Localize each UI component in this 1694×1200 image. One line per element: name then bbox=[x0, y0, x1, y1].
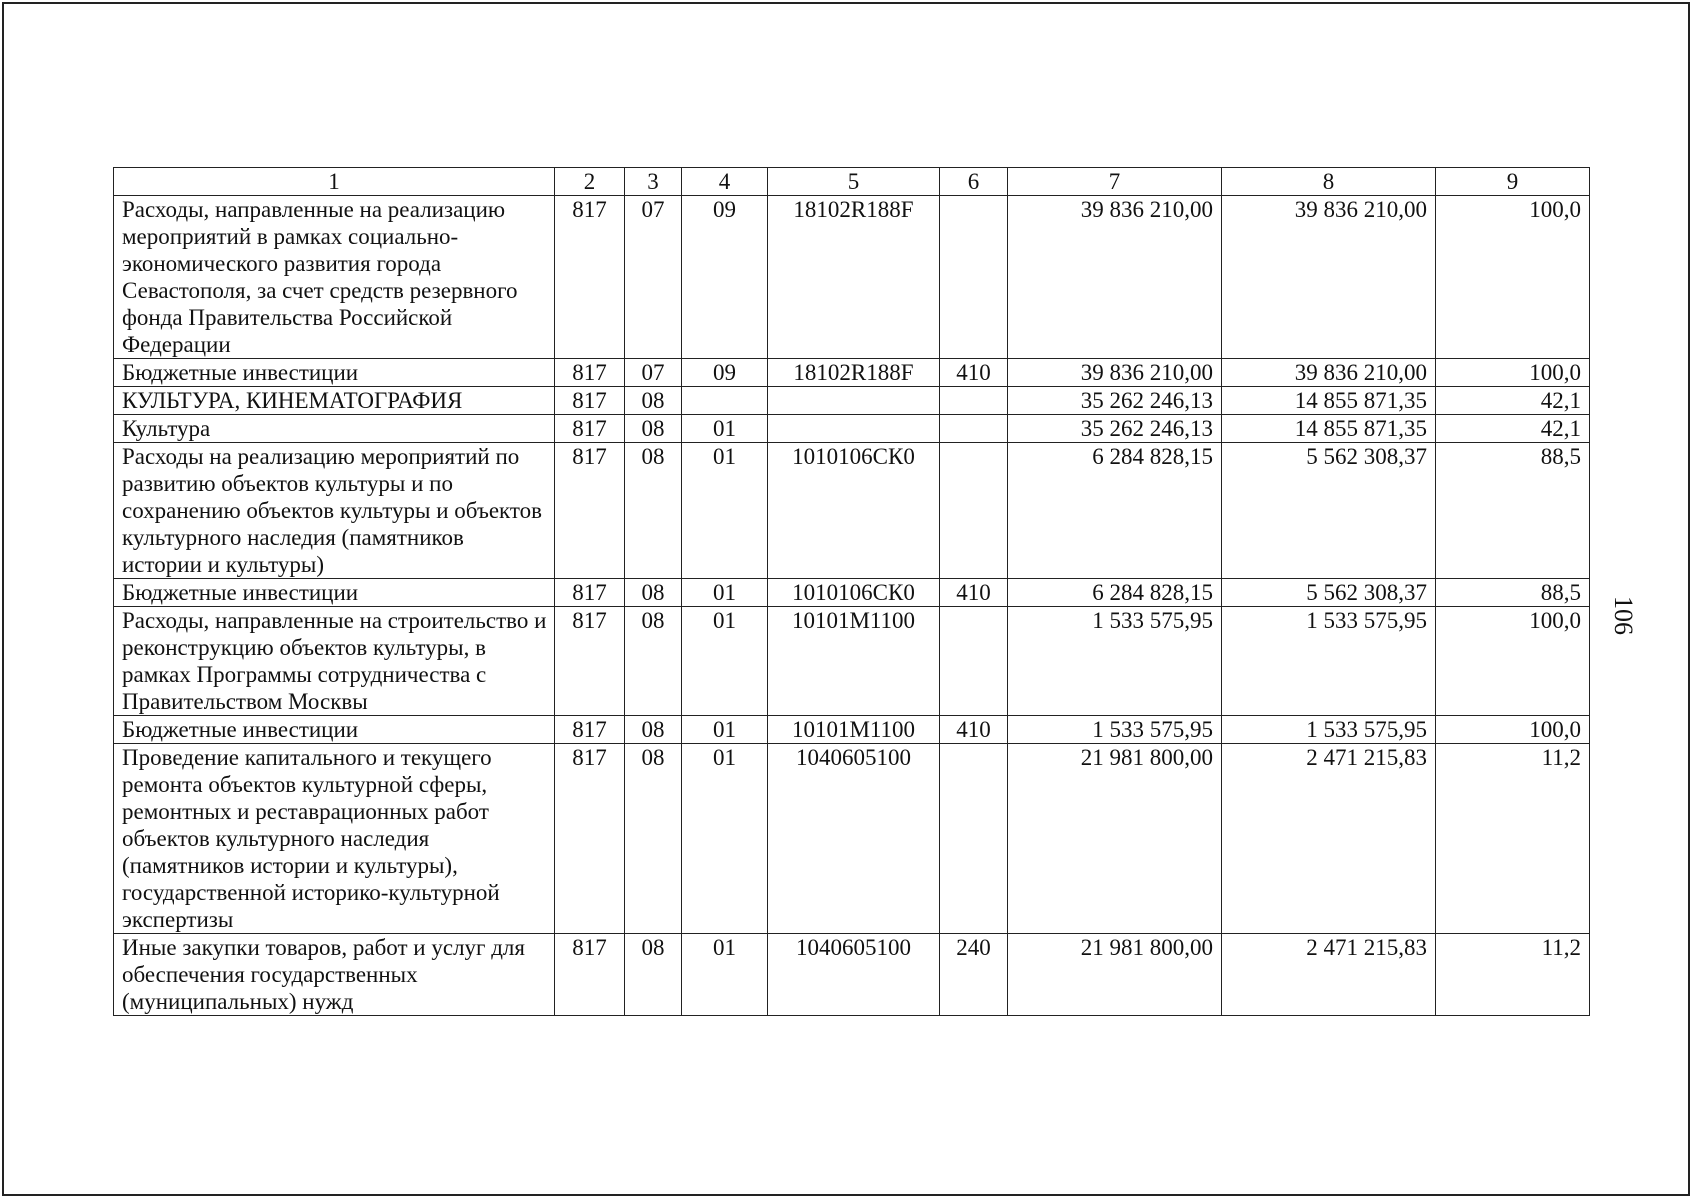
cell-ministry-code: 817 bbox=[555, 443, 625, 579]
column-number: 6 bbox=[940, 168, 1008, 196]
cell-section-code: 08 bbox=[625, 716, 682, 744]
cell-subsection-code bbox=[682, 387, 768, 415]
cell-executed-amount: 5 562 308,37 bbox=[1222, 443, 1436, 579]
cell-subsection-code: 01 bbox=[682, 934, 768, 1016]
cell-execution-percent: 11,2 bbox=[1436, 744, 1590, 934]
budget-table bbox=[113, 167, 1590, 1016]
table-row bbox=[114, 607, 1590, 716]
cell-target-article bbox=[768, 387, 940, 415]
cell-target-article: 1010106СК0 bbox=[768, 579, 940, 607]
cell-ministry-code: 817 bbox=[555, 415, 625, 443]
row-name: Расходы, направленные на строительство и реконструкцию объектов культуры, в рамках Программы сотрудничества с Правительством Москвы bbox=[114, 607, 555, 716]
cell-approved-amount: 21 981 800,00 bbox=[1008, 934, 1222, 1016]
cell-execution-percent: 88,5 bbox=[1436, 579, 1590, 607]
cell-approved-amount: 1 533 575,95 bbox=[1008, 716, 1222, 744]
cell-ministry-code: 817 bbox=[555, 579, 625, 607]
column-number: 5 bbox=[768, 168, 940, 196]
column-number: 2 bbox=[555, 168, 625, 196]
cell-target-article: 18102R188F bbox=[768, 196, 940, 359]
cell-executed-amount: 1 533 575,95 bbox=[1222, 716, 1436, 744]
cell-ministry-code: 817 bbox=[555, 744, 625, 934]
table-row bbox=[114, 579, 1590, 607]
cell-target-article: 10101М1100 bbox=[768, 607, 940, 716]
cell-subsection-code: 01 bbox=[682, 443, 768, 579]
cell-expense-type bbox=[940, 196, 1008, 359]
cell-approved-amount: 1 533 575,95 bbox=[1008, 607, 1222, 716]
cell-expense-type bbox=[940, 415, 1008, 443]
table-row bbox=[114, 415, 1590, 443]
table-row bbox=[114, 934, 1590, 1016]
column-number: 3 bbox=[625, 168, 682, 196]
cell-section-code: 07 bbox=[625, 359, 682, 387]
cell-execution-percent: 42,1 bbox=[1436, 387, 1590, 415]
cell-ministry-code: 817 bbox=[555, 716, 625, 744]
row-name: Бюджетные инвестиции bbox=[114, 579, 555, 607]
cell-execution-percent: 100,0 bbox=[1436, 716, 1590, 744]
cell-execution-percent: 11,2 bbox=[1436, 934, 1590, 1016]
cell-executed-amount: 39 836 210,00 bbox=[1222, 359, 1436, 387]
cell-expense-type bbox=[940, 387, 1008, 415]
cell-expense-type: 240 bbox=[940, 934, 1008, 1016]
cell-execution-percent: 100,0 bbox=[1436, 359, 1590, 387]
cell-subsection-code: 01 bbox=[682, 607, 768, 716]
cell-approved-amount: 35 262 246,13 bbox=[1008, 387, 1222, 415]
table-row bbox=[114, 744, 1590, 934]
row-name: Расходы на реализацию мероприятий по развитию объектов культуры и по сохранению объектов культуры и объектов культурного наследия (памятников истории и культуры) bbox=[114, 443, 555, 579]
cell-expense-type: 410 bbox=[940, 716, 1008, 744]
cell-target-article: 1010106СК0 bbox=[768, 443, 940, 579]
cell-expense-type bbox=[940, 443, 1008, 579]
table-row bbox=[114, 359, 1590, 387]
row-name: Бюджетные инвестиции bbox=[114, 716, 555, 744]
column-number: 9 bbox=[1436, 168, 1590, 196]
cell-approved-amount: 6 284 828,15 bbox=[1008, 443, 1222, 579]
table-row bbox=[114, 443, 1590, 579]
cell-ministry-code: 817 bbox=[555, 387, 625, 415]
cell-executed-amount: 14 855 871,35 bbox=[1222, 415, 1436, 443]
cell-approved-amount: 39 836 210,00 bbox=[1008, 196, 1222, 359]
cell-execution-percent: 100,0 bbox=[1436, 196, 1590, 359]
cell-ministry-code: 817 bbox=[555, 607, 625, 716]
cell-subsection-code: 01 bbox=[682, 415, 768, 443]
cell-subsection-code: 01 bbox=[682, 716, 768, 744]
column-number: 8 bbox=[1222, 168, 1436, 196]
cell-approved-amount: 6 284 828,15 bbox=[1008, 579, 1222, 607]
cell-approved-amount: 39 836 210,00 bbox=[1008, 359, 1222, 387]
cell-target-article: 1040605100 bbox=[768, 934, 940, 1016]
cell-target-article bbox=[768, 415, 940, 443]
row-name: Иные закупки товаров, работ и услуг для обеспечения государственных (муниципальных) нужд bbox=[114, 934, 555, 1016]
cell-section-code: 08 bbox=[625, 443, 682, 579]
cell-section-code: 08 bbox=[625, 607, 682, 716]
column-number: 4 bbox=[682, 168, 768, 196]
table-row bbox=[114, 387, 1590, 415]
cell-expense-type bbox=[940, 744, 1008, 934]
cell-expense-type: 410 bbox=[940, 359, 1008, 387]
cell-executed-amount: 2 471 215,83 bbox=[1222, 744, 1436, 934]
cell-executed-amount: 14 855 871,35 bbox=[1222, 387, 1436, 415]
cell-executed-amount: 5 562 308,37 bbox=[1222, 579, 1436, 607]
cell-subsection-code: 01 bbox=[682, 744, 768, 934]
cell-section-code: 08 bbox=[625, 415, 682, 443]
cell-execution-percent: 42,1 bbox=[1436, 415, 1590, 443]
row-name: Проведение капитального и текущего ремонта объектов культурной сферы, ремонтных и реставрационных работ объектов культурного наследия (памятников истории и культуры), государственной историко-культурной экспертизы bbox=[114, 744, 555, 934]
cell-expense-type: 410 bbox=[940, 579, 1008, 607]
cell-target-article: 10101М1100 bbox=[768, 716, 940, 744]
row-name: КУЛЬТУРА, КИНЕМАТОГРАФИЯ bbox=[114, 387, 555, 415]
cell-executed-amount: 39 836 210,00 bbox=[1222, 196, 1436, 359]
cell-section-code: 08 bbox=[625, 934, 682, 1016]
column-number-row bbox=[114, 168, 1590, 196]
cell-section-code: 08 bbox=[625, 579, 682, 607]
table-body bbox=[114, 168, 1590, 1016]
cell-ministry-code: 817 bbox=[555, 196, 625, 359]
row-name: Бюджетные инвестиции bbox=[114, 359, 555, 387]
cell-executed-amount: 2 471 215,83 bbox=[1222, 934, 1436, 1016]
cell-subsection-code: 09 bbox=[682, 359, 768, 387]
table-row bbox=[114, 716, 1590, 744]
column-number: 1 bbox=[114, 168, 555, 196]
cell-approved-amount: 21 981 800,00 bbox=[1008, 744, 1222, 934]
cell-section-code: 08 bbox=[625, 744, 682, 934]
cell-target-article: 18102R188F bbox=[768, 359, 940, 387]
row-name: Культура bbox=[114, 415, 555, 443]
cell-section-code: 07 bbox=[625, 196, 682, 359]
cell-subsection-code: 01 bbox=[682, 579, 768, 607]
cell-expense-type bbox=[940, 607, 1008, 716]
cell-executed-amount: 1 533 575,95 bbox=[1222, 607, 1436, 716]
cell-subsection-code: 09 bbox=[682, 196, 768, 359]
cell-execution-percent: 100,0 bbox=[1436, 607, 1590, 716]
cell-approved-amount: 35 262 246,13 bbox=[1008, 415, 1222, 443]
cell-ministry-code: 817 bbox=[555, 359, 625, 387]
cell-section-code: 08 bbox=[625, 387, 682, 415]
row-name: Расходы, направленные на реализацию мероприятий в рамках социально-экономического развития города Севастополя, за счет средств резервного фонда Правительства Российской Федерации bbox=[114, 196, 555, 359]
table-row bbox=[114, 196, 1590, 359]
cell-target-article: 1040605100 bbox=[768, 744, 940, 934]
column-number: 7 bbox=[1008, 168, 1222, 196]
cell-ministry-code: 817 bbox=[555, 934, 625, 1016]
page-number: 106 bbox=[1609, 596, 1638, 635]
cell-execution-percent: 88,5 bbox=[1436, 443, 1590, 579]
